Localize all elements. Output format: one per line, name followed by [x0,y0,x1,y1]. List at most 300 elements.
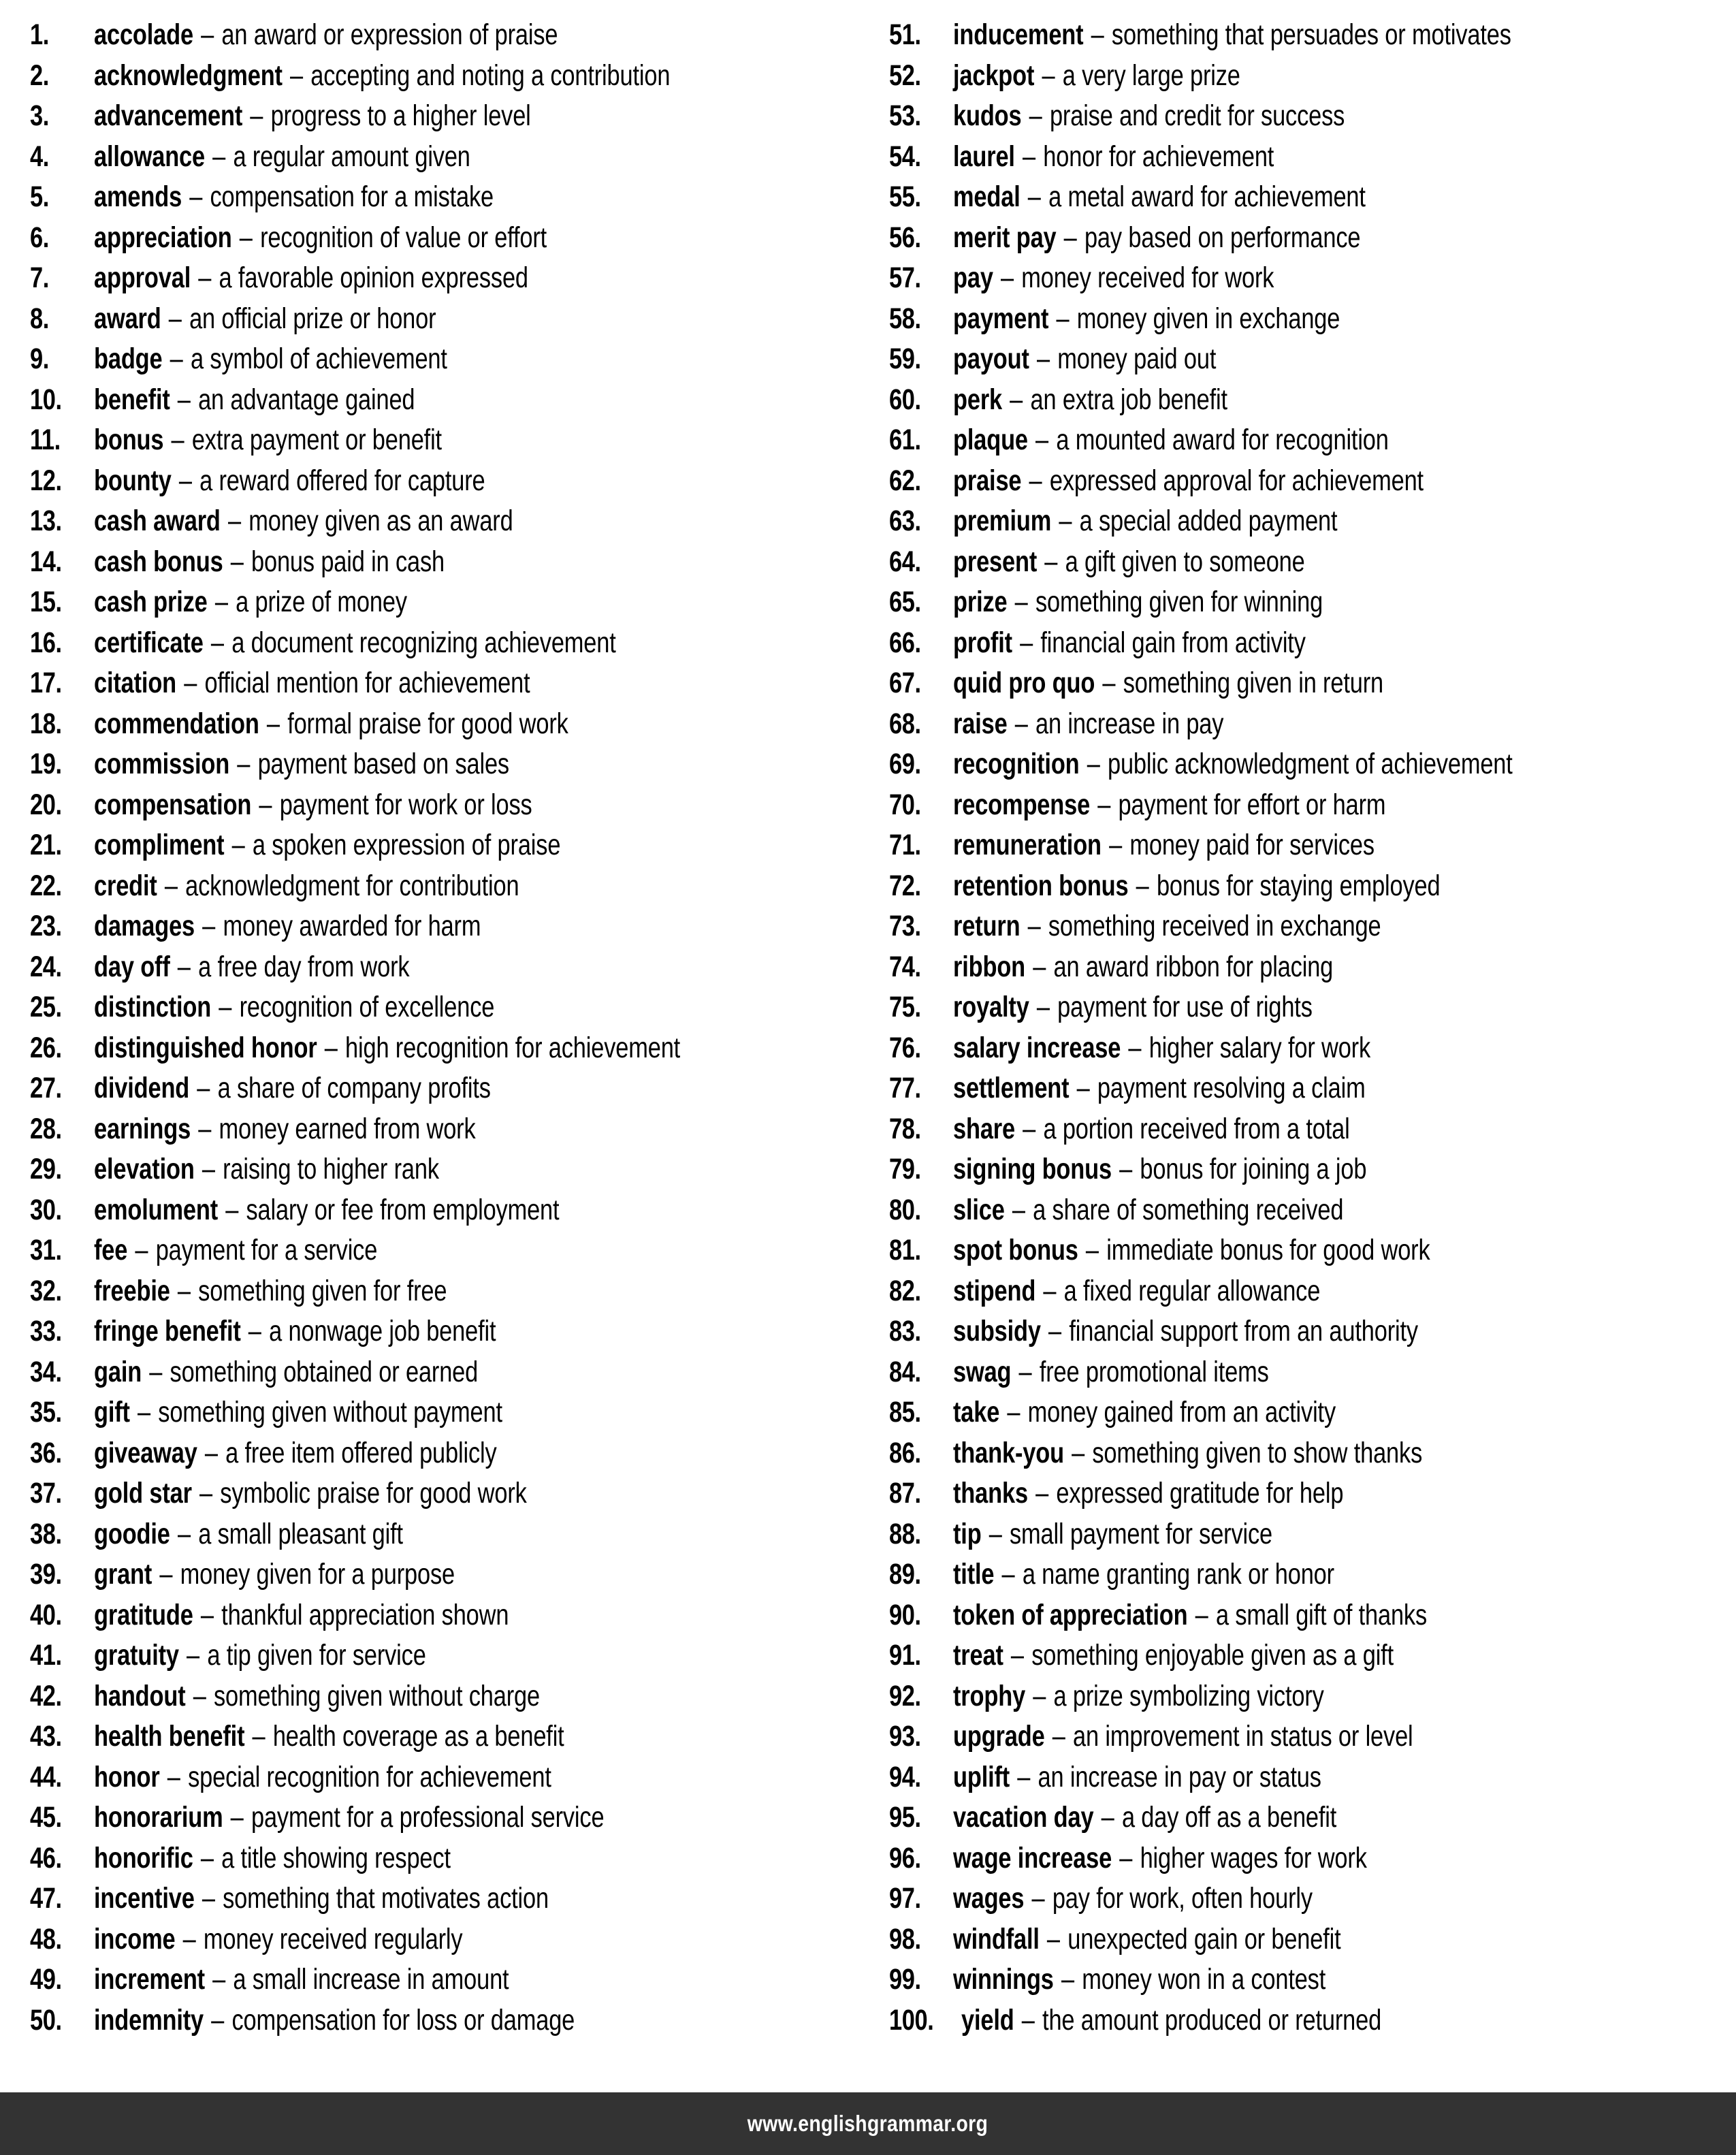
list-item-number: 81. [889,1234,921,1266]
list-item-body [953,623,1306,664]
list-item-definition: money won in a contest [1082,1963,1326,1996]
list-item-dash: – [191,261,218,294]
list-item-body [953,1879,1313,1919]
list-item-definition: an increase in pay or status [1038,1760,1321,1793]
list-item [889,785,1736,826]
list-item-term: subsidy [953,1315,1041,1347]
list-item [30,866,878,907]
list-item [889,1960,1736,2000]
list-item-number: 50. [30,2003,62,2037]
footer-website-url: www.englishgrammar.org [748,2111,988,2136]
list-item [30,947,878,988]
list-item-dash: – [171,1274,197,1307]
list-item-number: 9. [30,342,49,375]
list-item-definition: money awarded for harm [223,910,481,942]
list-item-definition: a favorable opinion expressed [219,261,528,294]
list-item-definition: an official prize or honor [189,302,436,335]
list-item-dash: – [1025,1882,1052,1915]
list-item [30,1190,878,1231]
list-item-dash: – [1029,424,1055,456]
list-item-definition: pay based on performance [1084,221,1361,254]
list-item-term: trophy [953,1679,1026,1712]
list-item-definition: money given as an award [248,505,513,537]
list-item-dash: – [128,1234,155,1266]
list-item-term: handout [94,1679,186,1712]
list-item-dash: – [206,1963,232,1996]
list-item-body [94,1514,403,1555]
list-item-number: 26. [30,1031,62,1064]
list-item-term: giveaway [94,1436,197,1469]
list-item-number: 17. [30,667,62,699]
list-item-dash: – [194,1598,221,1631]
list-item-number: 65. [889,586,921,618]
list-item-dash: – [1112,1841,1139,1874]
list-item [30,1311,878,1352]
list-item-body [94,420,442,461]
list-item-definition: something given in return [1123,667,1383,699]
list-item-number: 21. [30,829,62,861]
list-item-number: 29. [30,1153,62,1185]
list-item-number: 37. [30,1477,62,1510]
list-item-term: perk [953,383,1003,416]
list-item-number: 45. [30,1801,62,1834]
list-item-number: 59. [889,342,921,375]
list-item-dash: – [1023,464,1049,497]
list-item-definition: a symbol of achievement [190,342,447,375]
list-item-definition: payment for a service [155,1234,378,1266]
list-item-body [953,785,1385,826]
list-item [30,704,878,745]
list-item [889,1919,1736,1960]
list-item-definition: a small gift of thanks [1215,1598,1428,1631]
list-item-dash: – [1008,586,1035,618]
list-item-dash: – [1095,1801,1121,1834]
list-item-number: 85. [889,1396,921,1428]
list-item-term: winnings [953,1963,1054,1996]
list-item-dash: – [1004,1639,1031,1672]
list-item-dash: – [198,1436,225,1469]
list-item-number: 15. [30,586,62,618]
list-item-definition: honor for achievement [1043,140,1274,173]
list-item-dash: – [1010,1760,1037,1793]
list-item-definition: a day off as a benefit [1121,1801,1337,1834]
list-item-dash: – [1015,2003,1042,2037]
list-item-definition: salary or fee from employment [246,1193,560,1226]
list-item-term: honor [94,1760,160,1793]
list-item-number: 32. [30,1274,62,1307]
list-item-term: payout [953,342,1029,375]
list-item-body [94,1879,549,1919]
list-item-term: acknowledgment [94,59,283,92]
list-item-body [961,2000,1381,2041]
list-item-term: accolade [94,18,193,51]
list-item-definition: a prize symbolizing victory [1053,1679,1324,1712]
list-item-term: treat [953,1639,1003,1672]
list-item-body [953,1392,1336,1433]
list-item-definition: a tip given for service [207,1639,426,1672]
list-item-dash: – [131,1396,157,1428]
list-item-body [94,542,445,583]
list-item-definition: money received regularly [203,1922,463,1956]
list-item-term: return [953,910,1020,942]
list-item-body [953,1149,1366,1190]
list-item-dash: – [161,1760,187,1793]
list-item-dash: – [224,545,251,578]
list-item-number: 76. [889,1031,921,1064]
list-item-definition: money received for work [1021,261,1274,294]
list-item-body [953,987,1313,1028]
list-item-dash: – [1000,1396,1027,1428]
list-item-term: take [953,1396,1000,1428]
list-item-term: bonus [94,424,164,456]
list-item-term: inducement [953,18,1084,51]
list-item-dash: – [225,829,252,861]
list-item-definition: something that motivates action [223,1882,549,1915]
list-item [889,1352,1736,1393]
list-item [889,1757,1736,1798]
list-item-definition: something given to show thanks [1092,1436,1423,1469]
list-item [30,1595,878,1636]
list-item-body [953,1514,1272,1555]
list-item [30,1757,878,1798]
list-item-definition: money paid for services [1129,829,1375,861]
list-item-term: quid pro quo [953,667,1095,699]
list-item-body [94,15,558,56]
list-item-dash: – [1095,667,1123,699]
list-item-term: income [94,1922,176,1956]
list-item-definition: something given for winning [1035,586,1323,618]
list-item-term: recompense [953,788,1091,821]
list-item-dash: – [187,1679,213,1712]
list-item-definition: health coverage as a benefit [272,1720,564,1753]
list-item-definition: extra payment or benefit [191,424,442,456]
list-item [30,1352,878,1393]
list-item [889,137,1736,178]
list-item-body [94,987,494,1028]
list-item-term: token of appreciation [953,1598,1188,1631]
list-item-dash: – [1030,991,1057,1023]
list-item-dash: – [195,1153,222,1185]
list-item-number: 16. [30,626,62,659]
list-item-body [94,218,547,259]
list-item [889,1554,1736,1595]
list-item-dash: – [191,1112,218,1145]
list-item-term: cash award [94,505,221,537]
list-item-definition: a title showing respect [221,1841,451,1874]
list-item-dash: – [1040,1922,1067,1956]
list-item-body [953,1311,1418,1352]
list-item-body [953,825,1375,866]
list-item-number: 95. [889,1801,921,1834]
list-item-number: 18. [30,707,62,740]
list-item-dash: – [194,1841,221,1874]
list-item-body [94,1068,491,1109]
list-item-body [953,906,1381,947]
list-item-number: 57. [889,261,921,294]
list-item-term: signing bonus [953,1153,1112,1185]
list-item-body [94,258,528,299]
list-item-term: title [953,1558,995,1591]
list-item-term: credit [94,869,157,902]
list-item-term: slice [953,1193,1005,1226]
list-item [30,1271,878,1312]
list-item [889,1838,1736,1879]
list-item-dash: – [224,1801,251,1834]
list-item-body [94,1676,540,1717]
list-item-definition: a fixed regular allowance [1063,1274,1321,1307]
list-item-definition: a very large prize [1062,59,1240,92]
list-item [889,420,1736,461]
list-item-body [94,704,568,745]
list-item-definition: something that persuades or motivates [1111,18,1511,51]
list-item [889,501,1736,542]
left-column [0,15,878,2092]
list-item-number: 52. [889,59,921,92]
list-item-number: 67. [889,667,921,699]
list-item [889,1311,1736,1352]
list-item-term: jackpot [953,59,1035,92]
list-item-term: settlement [953,1072,1070,1104]
list-item-body [953,258,1274,299]
list-item-dash: – [204,626,231,659]
list-item [889,258,1736,299]
list-item-term: day off [94,950,170,983]
list-item-number: 88. [889,1517,921,1550]
list-item-number: 13. [30,505,62,537]
list-item-dash: – [982,1517,1009,1550]
list-item-number: 39. [30,1558,62,1591]
list-item-body [953,96,1345,137]
list-item-body [94,663,530,704]
list-item-definition: expressed approval for achievement [1049,464,1424,497]
list-item-body [953,299,1340,340]
list-item-number: 74. [889,950,921,983]
list-item-definition: acknowledgment for contribution [185,869,519,902]
list-item-term: increment [94,1963,205,1996]
list-item-term: freebie [94,1274,170,1307]
list-item [889,825,1736,866]
list-item [889,380,1736,421]
list-item-number: 75. [889,991,921,1023]
list-item-body [94,1757,551,1798]
list-item-number: 92. [889,1679,921,1712]
list-item-number: 11. [30,424,61,456]
list-item-term: compliment [94,829,225,861]
list-item [889,1392,1736,1433]
list-item [889,1676,1736,1717]
list-item-number: 19. [30,748,62,780]
list-item [889,744,1736,785]
list-item-number: 51. [889,18,921,51]
list-item-term: fringe benefit [94,1315,241,1347]
list-item-number: 84. [889,1355,921,1388]
list-item-body [94,339,447,380]
list-item-term: premium [953,505,1052,537]
list-item-body [94,380,415,421]
list-item-body [94,1473,527,1514]
list-item-number: 83. [889,1315,921,1347]
list-item [889,1068,1736,1109]
list-item-number: 5. [30,180,49,213]
list-item-term: gain [94,1355,142,1388]
list-item-term: benefit [94,383,170,416]
list-item-body [953,582,1323,623]
list-item-definition: a free item offered publicly [225,1436,497,1469]
list-item [30,825,878,866]
list-item-definition: a share of something received [1033,1193,1344,1226]
list-item-body [94,461,485,502]
list-item [889,218,1736,259]
list-item-body [94,1109,476,1150]
list-item-definition: recognition of value or effort [260,221,547,254]
list-item [30,299,878,340]
list-item [889,704,1736,745]
list-item [30,1635,878,1676]
list-item-definition: money earned from work [219,1112,476,1145]
list-item-number: 23. [30,910,62,942]
list-item [30,663,878,704]
list-item-number: 55. [889,180,921,213]
list-item-number: 66. [889,626,921,659]
list-item-dash: – [219,1193,245,1226]
list-item-dash: – [142,1355,169,1388]
list-item-number: 7. [30,261,49,294]
list-item-term: award [94,302,161,335]
list-item-term: health benefit [94,1720,245,1753]
list-item-dash: – [1189,1598,1215,1631]
list-item-number: 1. [30,18,49,51]
list-item-term: earnings [94,1112,191,1145]
list-item-definition: bonus for joining a job [1140,1153,1367,1185]
list-item [30,2000,878,2041]
list-item-definition: something received in exchange [1048,910,1381,942]
list-item-term: present [953,545,1038,578]
list-item-dash: – [1079,1234,1106,1266]
list-item-definition: an increase in pay [1035,707,1224,740]
list-item-body [953,15,1511,56]
list-item-definition: financial support from an authority [1069,1315,1418,1347]
list-item-body [94,501,513,542]
list-item-dash: – [1008,707,1035,740]
list-item [889,96,1736,137]
list-item-number: 12. [30,464,62,497]
list-item-term: honorarium [94,1801,223,1834]
list-item-body [94,1149,439,1190]
list-item-body [94,1230,377,1271]
list-item [30,1919,878,1960]
list-item-body [953,1230,1430,1271]
list-item-definition: formal praise for good work [287,707,568,740]
list-item-body [953,177,1366,218]
list-item-term: distinction [94,991,212,1023]
list-item-body [953,56,1240,97]
list-item-definition: special recognition for achievement [188,1760,551,1793]
list-item [30,1798,878,1838]
list-item-term: wages [953,1882,1025,1915]
list-item-term: vacation day [953,1801,1094,1834]
list-item-definition: an award or expression of praise [221,18,558,51]
list-item-number: 27. [30,1072,62,1104]
list-item-dash: – [994,261,1020,294]
list-item-body [94,947,409,988]
list-item-term: thank-you [953,1436,1064,1469]
list-item-body [953,1757,1321,1798]
list-item-dash: – [1057,221,1084,254]
list-item-definition: a spoken expression of praise [252,829,561,861]
list-item-body [94,866,519,907]
list-item-dash: – [1016,1112,1042,1145]
list-item-term: spot bonus [953,1234,1078,1266]
list-item-number: 34. [30,1355,62,1388]
list-item [889,56,1736,97]
list-item-term: distinguished honor [94,1031,317,1064]
list-item-body [953,1960,1325,2000]
list-item-dash: – [206,140,232,173]
list-item-term: fee [94,1234,128,1266]
list-item-dash: – [212,991,238,1023]
list-item-body [94,1717,564,1757]
list-item-number: 96. [889,1841,921,1874]
list-item-definition: immediate bonus for good work [1106,1234,1430,1266]
list-item-number: 80. [889,1193,921,1226]
list-item [30,1473,878,1514]
list-item [889,582,1736,623]
list-item-definition: something enjoyable given as a gift [1031,1639,1394,1672]
list-item-body [953,1838,1367,1879]
list-item-dash: – [1055,1963,1081,1996]
list-item-number: 47. [30,1882,62,1915]
list-item-body [953,1028,1370,1069]
list-item-term: kudos [953,99,1022,132]
list-item [889,1433,1736,1474]
page-footer [0,2092,1736,2155]
list-item-dash: – [177,667,204,699]
list-item-dash: – [1023,99,1049,132]
list-item-dash: – [195,1882,222,1915]
list-item [889,1595,1736,1636]
list-item-definition: a small increase in amount [233,1963,509,1996]
list-item-number: 89. [889,1558,921,1591]
list-item-term: honorific [94,1841,193,1874]
list-item-dash: – [1129,869,1156,902]
list-item-dash: – [208,586,235,618]
list-item-number: 54. [889,140,921,173]
list-item-term: windfall [953,1922,1040,1956]
list-item-dash: – [1102,829,1129,861]
list-item-definition: official mention for achievement [204,667,530,699]
list-item-term: grant [94,1558,152,1591]
list-item-number: 43. [30,1720,62,1753]
list-item [30,137,878,178]
list-item-term: raise [953,707,1008,740]
list-item-dash: – [1030,342,1057,375]
list-item [30,96,878,137]
list-item-term: advancement [94,99,243,132]
list-item-dash: – [190,1072,216,1104]
list-item-definition: compensation for loss or damage [231,2003,575,2037]
list-item [889,2000,1736,2041]
list-item-dash: – [1070,1072,1097,1104]
list-item [30,461,878,502]
list-item-number: 36. [30,1436,62,1469]
right-column [878,15,1736,2092]
list-item-definition: a special added payment [1079,505,1338,537]
list-item-number: 44. [30,1760,62,1793]
list-item-term: laurel [953,140,1015,173]
list-item-number: 2. [30,59,49,92]
list-item-dash: – [1035,59,1062,92]
list-item-body [953,1190,1343,1231]
